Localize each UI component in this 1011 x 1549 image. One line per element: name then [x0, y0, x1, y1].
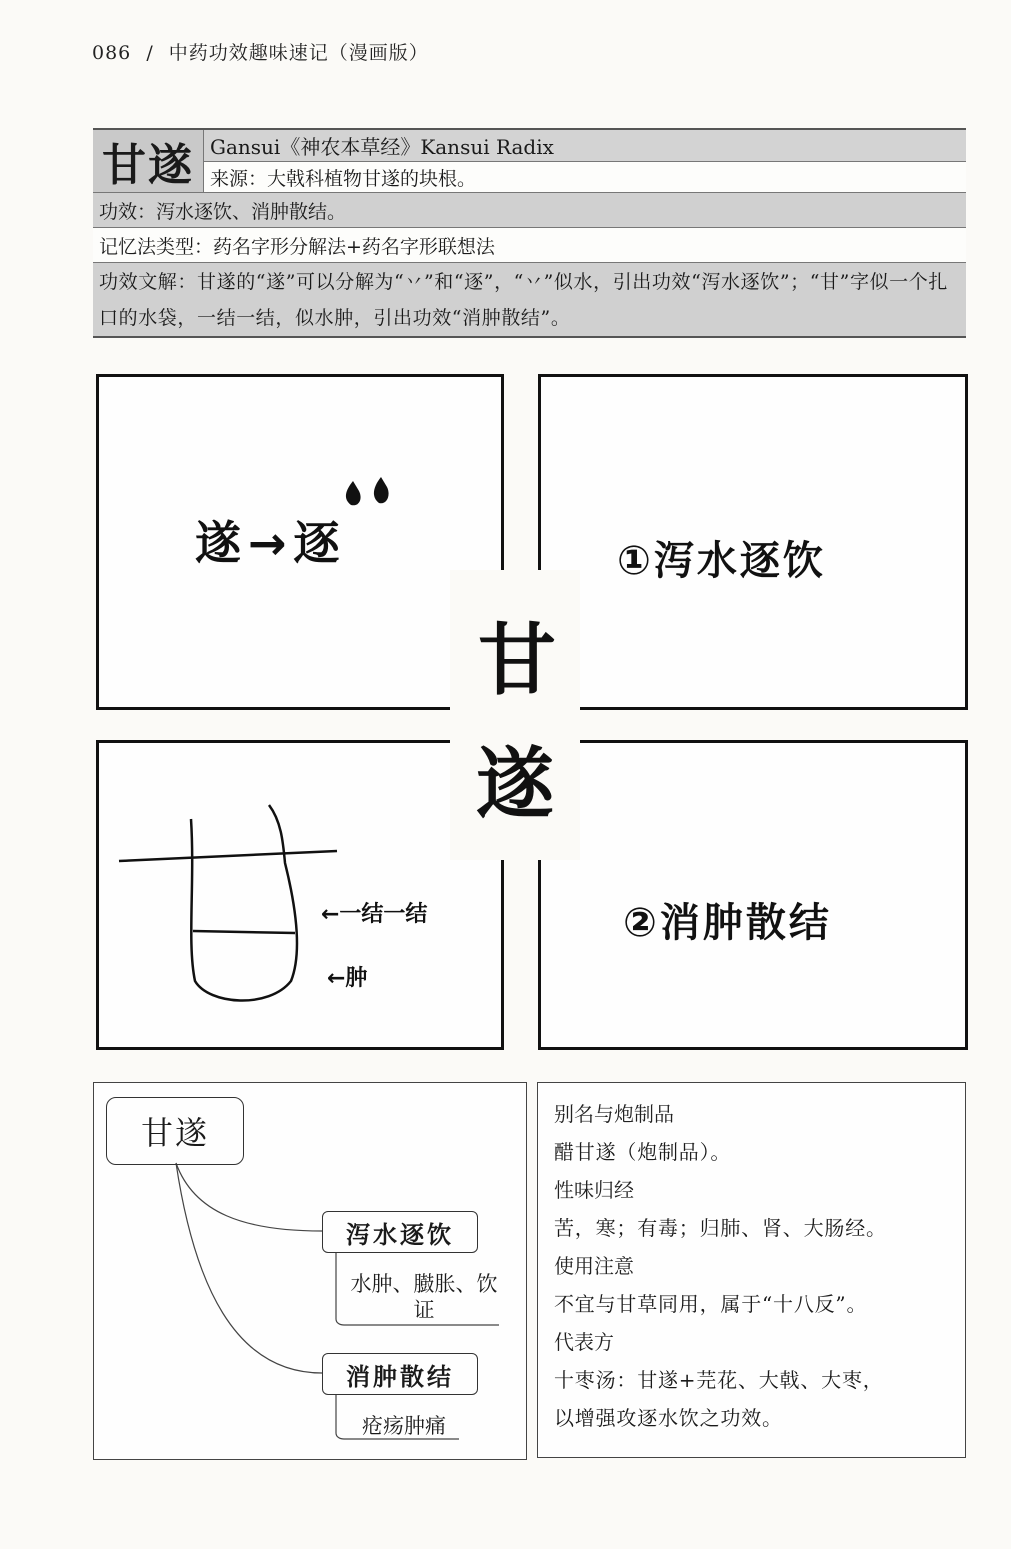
formula-text-1: 十枣汤：甘遂+芫花、大戟、大枣，	[554, 1368, 884, 1392]
page-number: 086	[92, 42, 132, 64]
formula-heading: 代表方	[554, 1330, 614, 1354]
efficacy-explanation: 功效文解：甘遂的“遂”可以分解为“丷”和“逐”，“丷”似水，引出功效“泻水逐饮”；“甘”字似一个扎口的水袋，一结一结，似水肿，引出功效“消肿散结”。	[93, 263, 966, 336]
center-char-gan: 甘	[478, 616, 557, 706]
mind-map	[93, 1082, 527, 1460]
decompose-arrow: →	[248, 516, 288, 570]
knot-label: ←一结一结	[321, 902, 428, 927]
water-drops-icon	[339, 473, 399, 513]
page-header	[92, 38, 429, 65]
mind-map-leaf-2: 疮疡肿痛	[362, 1414, 446, 1438]
efficacy-1-title: ①泻水逐饮	[617, 538, 826, 584]
mind-map-branch-2: 消肿散结	[322, 1353, 478, 1395]
alias-text: 醋甘遂（炮制品）。	[554, 1140, 732, 1164]
comic-panel-efficacy-2	[538, 740, 968, 1050]
nature-text: 苦，寒；有毒；归肺、肾、大肠经。	[554, 1216, 887, 1240]
header-separator: /	[146, 42, 154, 64]
drug-notes	[537, 1082, 966, 1458]
drug-latin-name: Gansui《神农本草经》Kansui Radix	[204, 130, 966, 162]
drug-efficacy: 功效：泻水逐饮、消肿散结。	[93, 193, 966, 228]
mind-map-branch-1: 泻水逐饮	[322, 1211, 478, 1253]
center-char-sui: 遂	[476, 740, 555, 830]
drug-name: 甘遂	[93, 130, 204, 192]
nature-heading: 性味归经	[554, 1178, 634, 1202]
comic-panel-decompose	[96, 374, 504, 710]
drug-name-details	[204, 130, 966, 192]
mind-map-leaf-1: 水肿、臌胀、饮证	[350, 1272, 498, 1322]
formula-text-2: 以增强攻逐水饮之功效。	[554, 1406, 783, 1430]
swelling-label: ←肿	[327, 966, 368, 991]
caution-text: 不宜与甘草同用，属于“十八反”。	[554, 1292, 868, 1316]
alias-heading: 别名与炮制品	[554, 1102, 674, 1126]
efficacy-2-title: ②消肿散结	[623, 900, 832, 946]
comic-panel-water-bag	[96, 740, 504, 1050]
decompose-right-char: 逐	[293, 516, 341, 570]
mind-map-root: 甘遂	[106, 1097, 244, 1165]
drug-info-table	[93, 128, 966, 338]
caution-heading: 使用注意	[554, 1254, 634, 1278]
drug-title-row	[93, 130, 966, 193]
drug-source: 来源：大戟科植物甘遂的块根。	[204, 162, 966, 192]
book-title: 中药功效趣味速记（漫画版）	[168, 42, 429, 64]
decompose-left-char: 遂	[195, 516, 242, 570]
water-bag-drawing	[99, 743, 501, 1047]
char-decomposition	[195, 507, 341, 573]
comic-panel-efficacy-1	[538, 374, 968, 710]
memory-method-type: 记忆法类型：药名字形分解法+药名字形联想法	[93, 228, 966, 263]
